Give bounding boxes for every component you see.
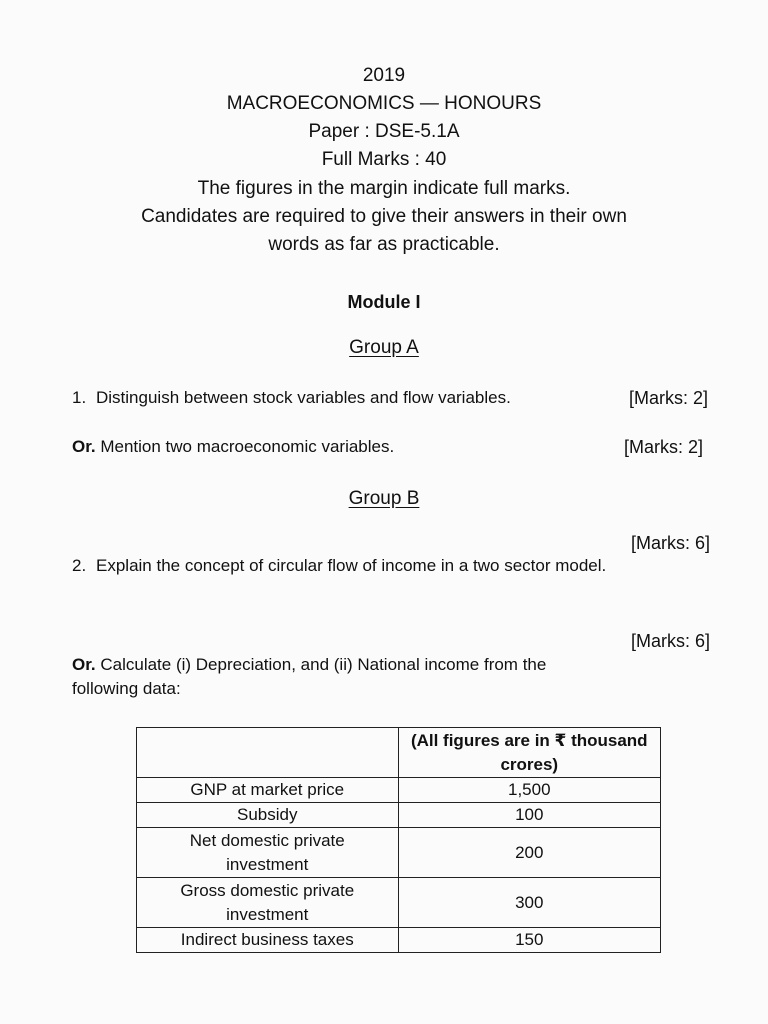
- table-row-value: 150: [398, 928, 660, 953]
- question-2-or-marks: [Marks: 6]: [631, 631, 711, 651]
- question-1-marks: [Marks: 2]: [629, 388, 709, 408]
- question-2-number: 2.: [72, 556, 87, 575]
- table-row: [137, 878, 661, 928]
- table-row: [137, 928, 661, 953]
- question-2-or-line2: [72, 677, 181, 701]
- table-row-label-line1: Gross domestic private: [180, 880, 355, 900]
- table-row-value: 300: [398, 878, 660, 928]
- exam-year: 2019: [362, 65, 406, 86]
- table-row-label-line2: investment: [226, 854, 309, 874]
- table-header-units-line2: crores): [500, 754, 559, 774]
- table-row-label-line2: investment: [226, 904, 309, 924]
- instruction-line-3: words as far as practicable.: [268, 234, 500, 255]
- table-row-label: [137, 828, 399, 878]
- table-row-value: 200: [398, 828, 660, 878]
- question-2-or: [72, 653, 546, 677]
- table-header-row: [137, 728, 661, 778]
- table-row-label: [137, 878, 399, 928]
- table-row: [137, 828, 661, 878]
- group-a-title: [0, 334, 768, 362]
- instruction-line-1: The figures in the margin indicate full marks.: [197, 178, 571, 199]
- instruction-line-2: Candidates are required to give their answers in their own: [141, 206, 627, 227]
- data-table: [136, 727, 661, 953]
- question-1-or-label: Or.: [72, 437, 96, 456]
- table-row-value: 100: [398, 803, 660, 828]
- table-header-units-line1: (All figures are in ₹ thousand: [410, 730, 648, 750]
- table-row-label: GNP at market price: [137, 778, 399, 803]
- question-2-text: Explain the concept of circular flow of income in a two sector model.: [96, 556, 607, 575]
- question-1-or-marks: [Marks: 2]: [624, 437, 704, 457]
- question-2-or-text-line1: Calculate (i) Depreciation, and (ii) National income from the: [100, 655, 547, 674]
- question-2: [72, 554, 606, 578]
- question-2-or-text-line2: following data:: [72, 679, 181, 698]
- question-1: [72, 386, 511, 410]
- table-header-cell-units: [398, 728, 660, 778]
- exam-subject: MACROECONOMICS — HONOURS: [226, 93, 542, 114]
- question-1-or-text: Mention two macroeconomic variables.: [100, 437, 395, 456]
- table-row-label-line1: Net domestic private: [189, 830, 345, 850]
- table-header-cell-blank: [137, 728, 399, 778]
- paper-code: Paper : DSE-5.1A: [308, 121, 460, 142]
- table-row-value: 1,500: [398, 778, 660, 803]
- full-marks: Full Marks : 40: [321, 149, 447, 170]
- group-b-title: [0, 485, 768, 513]
- question-1-text: Distinguish between stock variables and flow variables.: [96, 388, 511, 407]
- group-b-label: Group B: [348, 488, 420, 509]
- group-a-label: Group A: [349, 337, 419, 358]
- question-2-or-label: Or.: [72, 655, 96, 674]
- table-row-label: Subsidy: [137, 803, 399, 828]
- table-row: [137, 803, 661, 828]
- question-1-number: 1.: [72, 388, 87, 407]
- table-row: [137, 778, 661, 803]
- module-title: Module I: [347, 292, 421, 312]
- question-1-or: [72, 435, 394, 459]
- question-2-marks: [Marks: 6]: [631, 533, 711, 553]
- table-row-label: Indirect business taxes: [137, 928, 399, 953]
